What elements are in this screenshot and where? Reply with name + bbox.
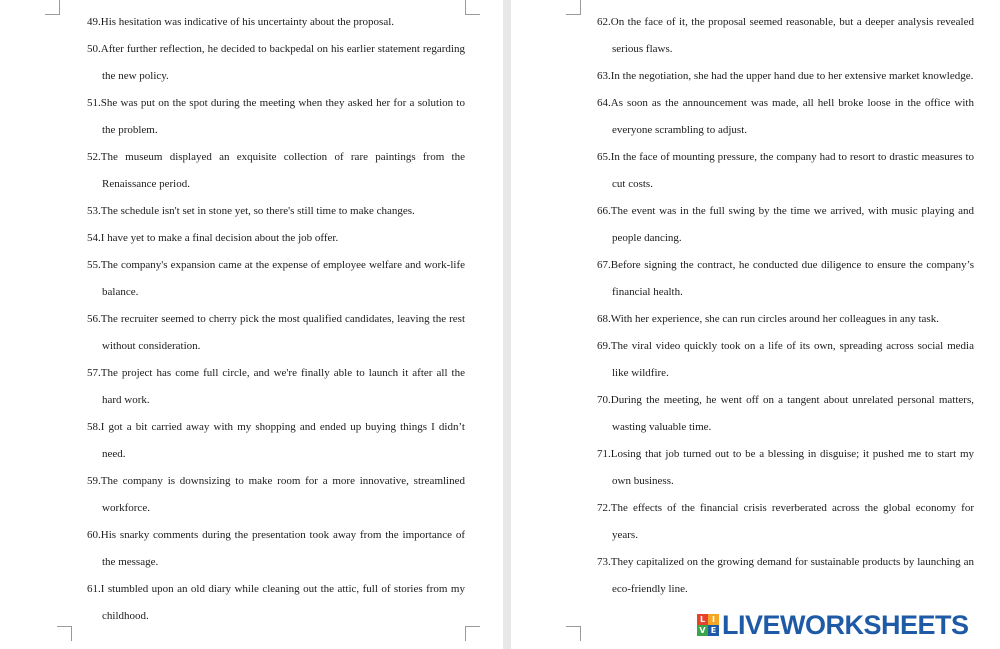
- sentence-text: They capitalized on the growing demand for sustainable products by launching an eco-friendly line.: [610, 556, 974, 595]
- liveworksheets-logo-icon: [697, 614, 719, 636]
- sentence-text: After further reflection, he decided to backpedal on his earlier statement regarding the new policy.: [100, 43, 465, 82]
- sentence-text: The viral video quickly took on a life of its own, spreading across social media like wildfire.: [610, 340, 974, 379]
- sentence-number: 72.: [597, 502, 611, 514]
- sentence-item: [87, 360, 465, 414]
- sentence-text: The company's expansion came at the expense of employee welfare and work-life balance.: [100, 259, 465, 298]
- sentence-text: The company is downsizing to make room for a more innovative, streamlined workforce.: [100, 475, 465, 514]
- sentence-text: His snarky comments during the presentation took away from the importance of the message.: [100, 529, 465, 568]
- sentence-text: I have yet to make a final decision about the job offer.: [100, 232, 339, 244]
- sentence-number: 49.: [87, 16, 101, 28]
- sentence-text: She was put on the spot during the meeting when they asked her for a solution to the problem.: [100, 97, 465, 136]
- sentence-number: 70.: [597, 394, 611, 406]
- sentence-item: [597, 198, 974, 252]
- logo-letter-tile: V: [697, 625, 708, 636]
- sentence-number: 69.: [597, 340, 611, 352]
- sentence-item: [87, 9, 465, 36]
- logo-letter-tile: E: [708, 625, 719, 636]
- sentence-number: 64.: [597, 97, 611, 109]
- logo-letter-tile: I: [708, 614, 719, 625]
- sentence-list-right: [597, 9, 974, 603]
- right-page: [511, 0, 1000, 649]
- corner-mark-top-right: [465, 0, 480, 15]
- sentence-text: The project has come full circle, and we're finally able to launch it after all the hard work.: [100, 367, 465, 406]
- sentence-number: 52.: [87, 151, 101, 163]
- sentence-text: Losing that job turned out to be a blessing in disguise; it pushed me to start my own business.: [610, 448, 974, 487]
- sentence-number: 61.: [87, 583, 101, 595]
- sentence-number: 55.: [87, 259, 101, 271]
- sentence-item: [597, 441, 974, 495]
- sentence-item: [87, 468, 465, 522]
- sentence-text: The schedule isn't set in stone yet, so there's still time to make changes.: [100, 205, 415, 217]
- sentence-number: 50.: [87, 43, 101, 55]
- sentence-text: In the negotiation, she had the upper hand due to her extensive market knowledge.: [610, 70, 974, 82]
- sentence-number: 58.: [87, 421, 101, 433]
- sentence-number: 62.: [597, 16, 611, 28]
- liveworksheets-watermark: [697, 611, 969, 639]
- sentence-item: [87, 90, 465, 144]
- logo-letter-tile: L: [697, 614, 708, 625]
- sentence-text: As soon as the announcement was made, all hell broke loose in the office with everyone scrambling to adjust.: [610, 97, 974, 136]
- sentence-item: [87, 225, 465, 252]
- sentence-number: 68.: [597, 313, 611, 325]
- sentence-item: [87, 144, 465, 198]
- sentence-item: [597, 63, 974, 90]
- sentence-text: In the face of mounting pressure, the company had to resort to drastic measures to cut costs.: [610, 151, 974, 190]
- sentence-text: I got a bit carried away with my shopping and ended up buying things I didn’t need.: [100, 421, 465, 460]
- sentence-item: [597, 306, 974, 333]
- sentence-item: [87, 576, 465, 630]
- sentence-item: [87, 198, 465, 225]
- sentence-number: 59.: [87, 475, 101, 487]
- sentence-item: [597, 90, 974, 144]
- sentence-number: 71.: [597, 448, 611, 460]
- sentence-item: [597, 549, 974, 603]
- sentence-item: [597, 495, 974, 549]
- sentence-number: 54.: [87, 232, 101, 244]
- sentence-text: During the meeting, he went off on a tangent about unrelated personal matters, wasting valuable time.: [610, 394, 974, 433]
- corner-mark-bottom-left: [57, 626, 72, 641]
- sentence-text: Before signing the contract, he conducted due diligence to ensure the company’s financial health.: [610, 259, 974, 298]
- sentence-item: [597, 144, 974, 198]
- sentence-text: The museum displayed an exquisite collection of rare paintings from the Renaissance period.: [100, 151, 465, 190]
- sentence-item: [87, 252, 465, 306]
- sentence-item: [597, 387, 974, 441]
- sentence-item: [597, 9, 974, 63]
- sentence-item: [597, 333, 974, 387]
- sentence-number: 60.: [87, 529, 101, 541]
- sentence-item: [597, 252, 974, 306]
- corner-mark-top-left: [566, 0, 581, 15]
- sentence-item: [87, 36, 465, 90]
- sentence-number: 51.: [87, 97, 101, 109]
- sentence-text: The recruiter seemed to cherry pick the most qualified candidates, leaving the rest without consideration.: [100, 313, 465, 352]
- sentence-number: 67.: [597, 259, 611, 271]
- sentence-text: On the face of it, the proposal seemed reasonable, but a deeper analysis revealed serious flaws.: [610, 16, 974, 55]
- sentence-number: 56.: [87, 313, 101, 325]
- sentence-number: 73.: [597, 556, 611, 568]
- corner-mark-bottom-left: [566, 626, 581, 641]
- sentence-number: 63.: [597, 70, 611, 82]
- sentence-text: The event was in the full swing by the time we arrived, with music playing and people dancing.: [610, 205, 974, 244]
- sentence-text: His hesitation was indicative of his uncertainty about the proposal.: [100, 16, 395, 28]
- sentence-list-left: [87, 9, 465, 630]
- sentence-number: 57.: [87, 367, 101, 379]
- sentence-number: 66.: [597, 205, 611, 217]
- sentence-number: 53.: [87, 205, 101, 217]
- sentence-text: With her experience, she can run circles around her colleagues in any task.: [610, 313, 939, 325]
- sentence-text: The effects of the financial crisis reverberated across the global economy for years.: [610, 502, 974, 541]
- sentence-number: 65.: [597, 151, 611, 163]
- sentence-item: [87, 306, 465, 360]
- sentence-text: I stumbled upon an old diary while cleaning out the attic, full of stories from my childhood.: [100, 583, 465, 622]
- watermark-text: LIVEWORKSHEETS: [722, 609, 969, 640]
- sentence-item: [87, 522, 465, 576]
- corner-mark-bottom-right: [465, 626, 480, 641]
- sentence-item: [87, 414, 465, 468]
- corner-mark-top-left: [45, 0, 60, 15]
